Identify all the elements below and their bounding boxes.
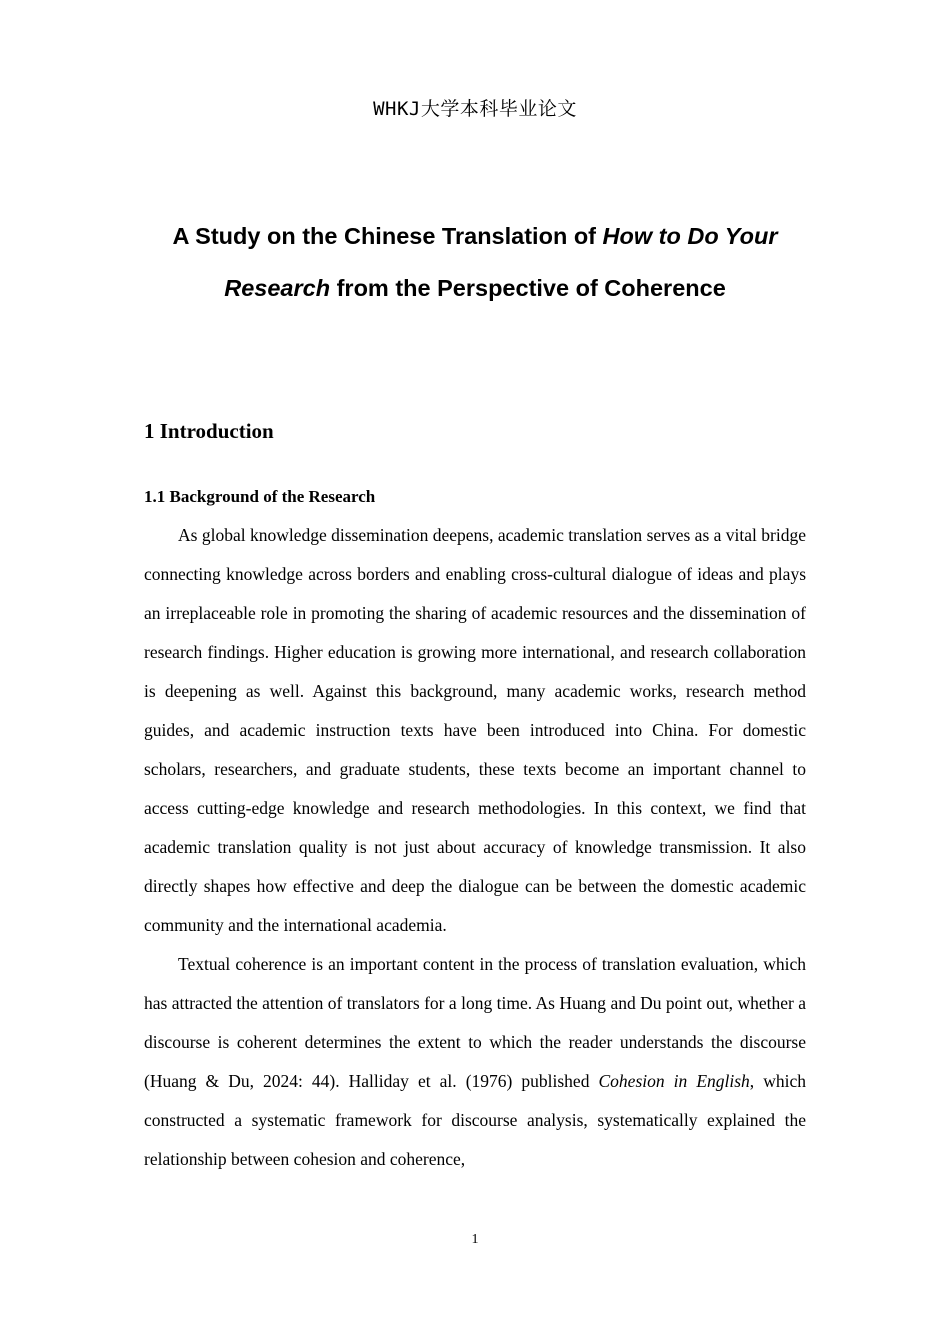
page-number: 1 <box>471 1232 479 1247</box>
paragraph-2-book-name: Cohesion in English <box>598 1071 750 1091</box>
title-book-name: How to Do Your Research <box>224 223 778 301</box>
paragraph-1: As global knowledge dissemination deepens, academic translation serves as a vital bridge connecting knowledge across borders and enabling cross-cultural dialogue of ideas and plays an irreplaceable role in promoting the sharing of academic resources and the dissemination of research findings. Higher education is growing more international, and research collaboration is deepening as well. Against this background, many academic works, research method guides, and academic instruction texts have been introduced into China. For domestic scholars, researchers, and graduate students, these texts become an important channel to access cutting-edge knowledge and research methodologies. In this context, we find that academic translation quality is not just about accuracy of knowledge transmission. It also directly shapes how effective and deep the dialogue can be between the domestic academic community and the international academia. <box>144 525 806 935</box>
subsection-heading: 1.1 Background of the Research <box>144 487 376 506</box>
thesis-title <box>120 210 830 314</box>
paragraph-2-text-1: Textual coherence is an important content in the process of translation evaluation, which has attracted the attention of translators for a long time. As Huang and Du point out, whether a discourse is coherent determines the extent to which the reader understands the discourse (Huang & Du, 2024: 44). Halliday et al. (1976) published <box>144 954 806 1091</box>
title-text-1: A Study on the Chinese Translation of <box>172 223 603 249</box>
section-heading: 1 Introduction <box>144 419 274 443</box>
running-header: WHKJ大学本科毕业论文 <box>373 98 577 120</box>
paragraph-2-text-2: , which constructed a systematic framework for discourse analysis, systematically explained the relationship between cohesion and coherence, <box>144 1071 806 1169</box>
title-text-2: from the Perspective of Coherence <box>330 275 726 301</box>
body-text <box>144 516 806 1179</box>
paragraph-2 <box>144 945 806 1179</box>
